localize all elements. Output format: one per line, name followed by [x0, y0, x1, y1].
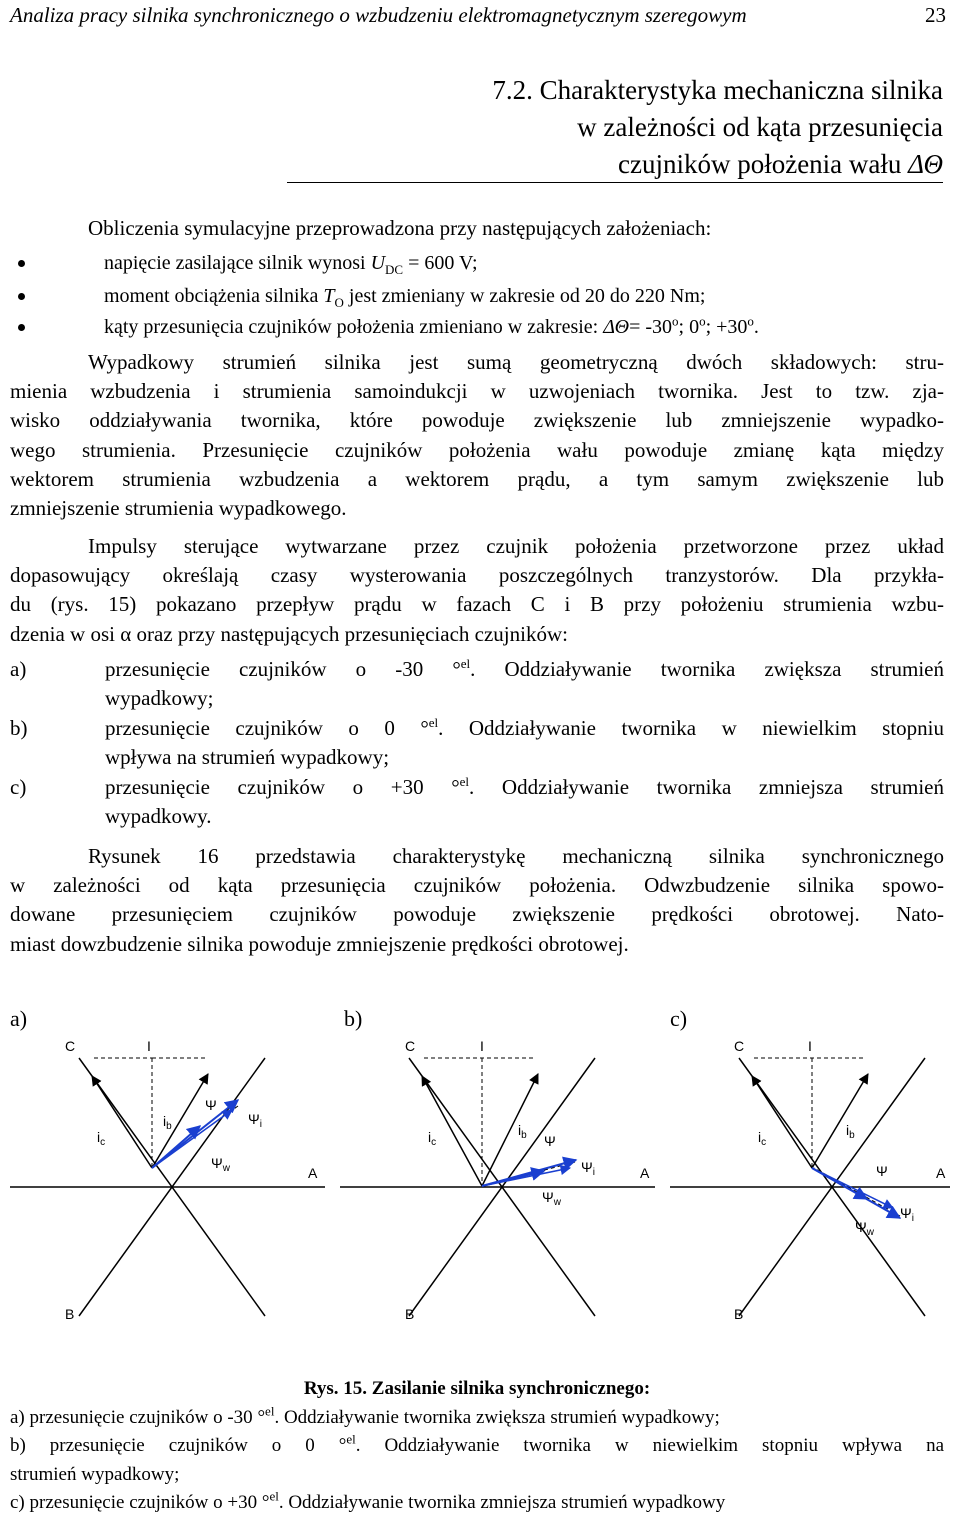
- panel-label: a): [10, 1006, 28, 1031]
- text-line: przesunięcie czujników o 0 °$^{el}$. Oddziaływanie twornika w niewielkim stopniu: [105, 715, 944, 740]
- label-I: I: [808, 1038, 812, 1054]
- label-psi-w: $\Psi_w$: [542, 1189, 561, 1208]
- section-heading-line-3: [383, 146, 943, 183]
- axes: [340, 1058, 655, 1316]
- intro-paragraph: Obliczenia symulacyjne przeprowadzona przy następujących założeniach:: [88, 216, 712, 240]
- label-psi: Ψ: [544, 1133, 556, 1149]
- axes: [10, 1058, 325, 1316]
- panel-a: [10, 1006, 325, 1322]
- list-text: [105, 773, 944, 831]
- text-line: dowane przesunięciem czujników powoduje zwiększenie prędkości obrotowej. Nato-: [10, 902, 944, 927]
- label-C: C: [405, 1038, 416, 1054]
- label-I: I: [147, 1038, 151, 1054]
- label-psi-i: $\Psi_i$: [581, 1159, 595, 1178]
- panel-b: [340, 1006, 655, 1322]
- text-line: zmniejszenie strumienia wypadkowego.: [10, 496, 347, 521]
- label-A: A: [308, 1165, 318, 1181]
- label-ib: $i_b$: [518, 1122, 527, 1141]
- text-line: wypadkowy.: [105, 804, 212, 829]
- text-line: wypadkowy;: [105, 686, 214, 711]
- text-line: dzenia w osi α oraz przy następujących przesunięciach czujników:: [10, 621, 568, 646]
- text-line: wego strumienia. Przesunięcie czujników położenia wału powoduje zmianę kąta między: [10, 437, 944, 462]
- bullet-dot: [18, 324, 25, 331]
- label-psi: Ψ: [876, 1163, 888, 1179]
- label-A: A: [936, 1165, 946, 1181]
- paragraph-characteristic: [10, 842, 944, 959]
- paragraph-impulses: [10, 532, 944, 649]
- list-item-b: [10, 714, 944, 772]
- text-line: przesunięcie czujników o +30 °$^{el}$. Oddziaływanie twornika zmniejsza strumień: [105, 774, 944, 799]
- label-ic: $i_c$: [758, 1129, 767, 1148]
- label-C: C: [65, 1038, 76, 1054]
- label-psi-i: $\Psi_i$: [248, 1111, 262, 1130]
- caption-line-a: a) przesunięcie czujników o -30 °$^{el}$. Oddziaływanie twornika zwiększa strumień wypadkowy;: [10, 1403, 720, 1428]
- section-heading: [383, 72, 943, 183]
- list-label: c): [10, 775, 27, 799]
- bullet-dot: [18, 293, 25, 300]
- construction-lines: [754, 1058, 900, 1216]
- running-header: [10, 2, 946, 28]
- text-line: Impulsy sterujące wytwarzane przez czujnik położenia przetworzone przez układ: [88, 534, 944, 558]
- label-B: B: [405, 1306, 415, 1322]
- label-ic: $i_c$: [97, 1129, 106, 1148]
- list-item-c: [10, 773, 944, 831]
- caption-title: Rys. 15. Zasilanie silnika synchronicznego:: [303, 1378, 651, 1399]
- vector-ib: [152, 1074, 208, 1168]
- label-psi-w: $\Psi_w$: [211, 1155, 230, 1174]
- vector-ic: [92, 1076, 152, 1168]
- label-ic: $i_c$: [428, 1129, 437, 1148]
- heading-text: czujników położenia wału: [617, 149, 909, 179]
- text-line: przesunięcie czujników o -30 °$^{el}$. Oddziaływanie twornika zwiększa strumień: [105, 656, 944, 681]
- text-line: miast dowzbudzenie silnika powoduje zmniejszenie prędkości obrotowej.: [10, 931, 629, 956]
- label-B: B: [65, 1306, 75, 1322]
- panel-label: c): [670, 1006, 688, 1031]
- paragraph-flux: [10, 348, 944, 523]
- list-text: [105, 655, 944, 713]
- label-B: B: [734, 1306, 744, 1322]
- label-ib: $i_b$: [163, 1113, 172, 1132]
- bullet-text: napięcie zasilające silnik wynosi $U_{DC} = 600$ V;: [104, 252, 478, 277]
- list-item-a: [10, 655, 944, 713]
- panel-label: b): [344, 1006, 363, 1031]
- text-line: wektorem strumienia wzbudzenia a wektorem prądu, a tym samym zwiększenie lub: [10, 466, 944, 491]
- text-line: wisko oddziaływania twornika, które powoduje zwiększenie lub zmniejszenie wypadko-: [10, 408, 944, 433]
- label-C: C: [734, 1038, 745, 1054]
- label-psi: Ψ: [205, 1097, 217, 1113]
- list-label: b): [10, 716, 28, 740]
- label-ib: $i_b$: [846, 1122, 855, 1141]
- bullet-text: moment obciążenia silnika $T_O$ jest zmieniany w zakresie od 20 do 220 Nm;: [104, 285, 706, 310]
- section-heading-line-2: w zależności od kąta przesunięcia: [577, 112, 943, 142]
- figure-caption: [10, 1375, 944, 1518]
- caption-line-c: c) przesunięcie czujników o +30 °$^{el}$. Oddziaływanie twornika zmniejsza strumień wypadkowy: [10, 1489, 726, 1514]
- vector-ib: [482, 1074, 538, 1186]
- page-number: 23: [925, 3, 946, 27]
- heading-rule: [287, 182, 943, 183]
- bullet-dot: [18, 260, 25, 267]
- label-psi-w: $\Psi_w$: [855, 1219, 874, 1238]
- text-line: dopasowujący określają czasy wysterowania poszczególnych tranzystorów. Dla przykła-: [10, 563, 944, 588]
- vector-ib: [812, 1074, 868, 1168]
- label-I: I: [480, 1038, 484, 1054]
- header-title: Analiza pracy silnika synchronicznego o wzbudzeniu elektromagnetycznym szeregowym: [10, 3, 747, 27]
- text-line: mienia wzbudzenia i strumienia samoindukcji w uzwojeniach twornika. Jest to tzw. zja-: [10, 379, 944, 404]
- text-line: Wypadkowy strumień silnika jest sumą geometryczną dwóch składowych: stru-: [88, 350, 944, 374]
- list-text: [105, 714, 944, 772]
- panel-c: [670, 1006, 950, 1322]
- bullet-text: kąty przesunięcia czujników położenia zmieniano w zakresie: $\Delta\Theta= -30^o$; $0^o$; $+30^o$.: [104, 313, 759, 338]
- text-line: du (rys. 15) pokazano przepływ prądu w fazach C i B przy położeniu strumienia wzbu-: [10, 592, 944, 617]
- text-line: Rysunek 16 przedstawia charakterystykę mechaniczną silnika synchronicznego: [88, 844, 944, 868]
- figure-15-vector-diagrams: [0, 996, 960, 1346]
- vector-ic: [752, 1076, 812, 1168]
- caption-line-b: b) przesunięcie czujników o 0 °$^{el}$. Oddziaływanie twornika w niewielkim stopniu wpływa na: [10, 1431, 945, 1457]
- axes: [670, 1058, 950, 1316]
- label-psi-i: $\Psi_i$: [900, 1205, 914, 1224]
- text-line: wpływa na strumień wypadkowy;: [105, 745, 390, 770]
- section-heading-line-1: 7.2. Charakterystyka mechaniczna silnika: [492, 75, 943, 105]
- label-A: A: [640, 1165, 650, 1181]
- list-label: a): [10, 657, 27, 681]
- caption-line-b-cont: strumień wypadkowy;: [10, 1463, 180, 1485]
- delta-theta-symbol: ΔΘ: [908, 149, 943, 179]
- vector-psi-w: [152, 1126, 200, 1168]
- text-line: w zależności od kąta przesunięcia czujników położenia. Odwzbudzenie silnika spowo-: [10, 873, 944, 898]
